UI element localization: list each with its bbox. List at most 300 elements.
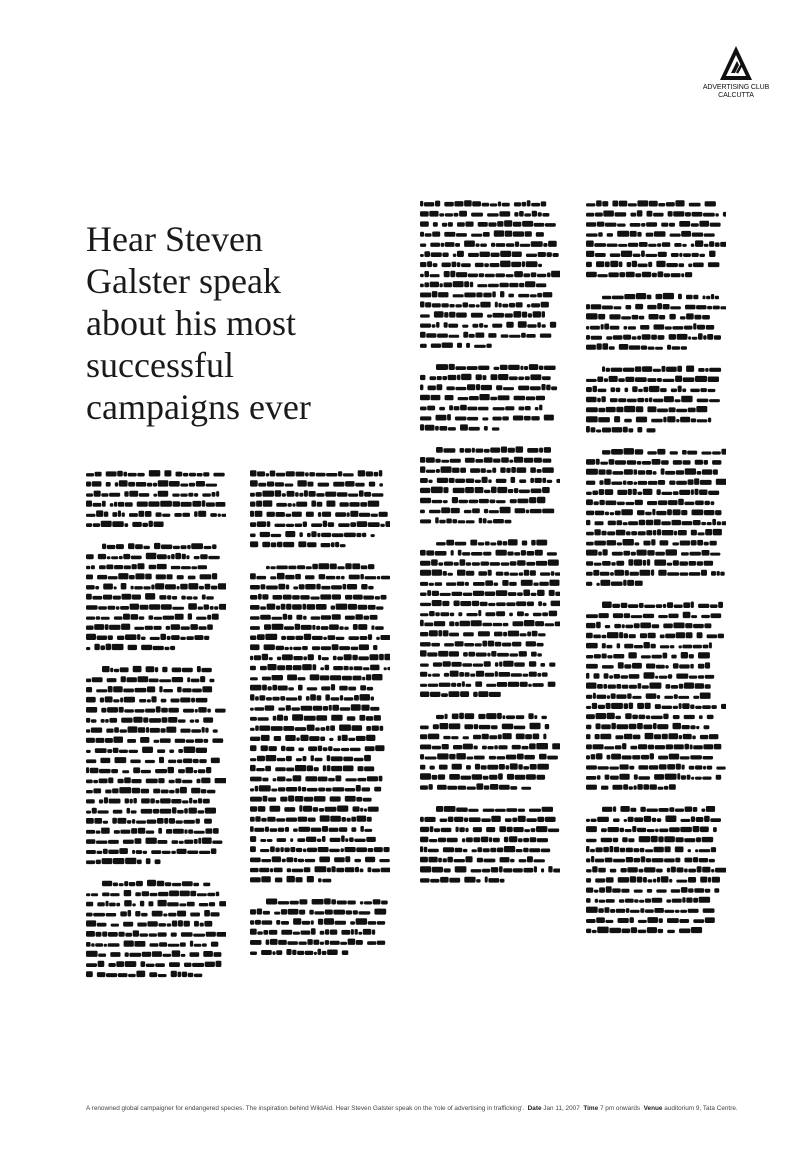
- animal-glyph: [120, 830, 130, 834]
- animal-glyph: [343, 473, 354, 476]
- animal-glyph: [694, 888, 704, 892]
- animal-glyph: [420, 466, 425, 473]
- animal-glyph: [667, 572, 679, 576]
- animal-glyph: [157, 749, 165, 753]
- animal-glyph: [280, 696, 285, 701]
- animal-glyph: [520, 366, 523, 370]
- animal-glyph: [100, 758, 110, 763]
- animal-glyph: [657, 818, 662, 822]
- animal-glyph: [286, 697, 298, 700]
- animal-glyph: [709, 859, 715, 863]
- animal-glyph: [385, 521, 390, 527]
- animal-glyph: [695, 501, 704, 506]
- animal-glyph: [449, 405, 453, 410]
- animal-glyph: [651, 644, 656, 649]
- animal-glyph: [129, 575, 135, 579]
- animal-glyph: [716, 775, 722, 780]
- animal-glyph: [286, 585, 289, 590]
- animal-glyph: [110, 893, 119, 896]
- animal-glyph: [146, 666, 155, 672]
- animal-glyph: [691, 927, 702, 933]
- animal-glyph: [670, 306, 681, 309]
- animal-glyph: [212, 544, 216, 549]
- animal-glyph: [449, 364, 455, 370]
- animal-glyph: [507, 774, 514, 780]
- animal-glyph: [427, 590, 431, 596]
- animal-glyph: [556, 479, 560, 483]
- animal-glyph: [491, 243, 495, 247]
- animal-glyph: [170, 646, 175, 650]
- animal-glyph: [181, 954, 186, 957]
- animal-glyph: [441, 507, 450, 513]
- animal-glyph: [428, 480, 432, 483]
- animal-glyph: [464, 293, 476, 298]
- animal-glyph: [307, 533, 311, 537]
- animal-glyph: [420, 846, 423, 852]
- animal-glyph: [161, 708, 168, 713]
- animal-glyph: [437, 785, 447, 790]
- animal-glyph: [294, 858, 297, 863]
- animal-glyph: [682, 725, 690, 729]
- animal-glyph: [681, 887, 688, 893]
- animal-glyph: [645, 849, 653, 852]
- animal-glyph: [466, 837, 473, 842]
- animal-glyph: [586, 655, 593, 659]
- animal-glyph: [262, 778, 268, 782]
- animal-glyph: [183, 709, 194, 713]
- animal-glyph: [699, 897, 711, 903]
- animal-glyph: [635, 500, 643, 505]
- animal-glyph: [471, 313, 483, 318]
- animal-glyph: [310, 597, 319, 600]
- animal-glyph: [210, 513, 217, 517]
- animal-glyph: [691, 418, 696, 422]
- animal-glyph: [108, 850, 119, 854]
- animal-glyph: [430, 376, 437, 380]
- animal-glyph: [169, 780, 175, 784]
- animal-glyph: [117, 636, 124, 640]
- animal-glyph: [193, 596, 198, 599]
- animal-glyph: [120, 698, 123, 703]
- animal-glyph: [206, 596, 214, 599]
- headline-line-5: campaigns ever: [86, 387, 311, 427]
- animal-glyph: [483, 809, 495, 812]
- animal-glyph: [699, 849, 711, 852]
- animal-glyph: [203, 951, 213, 957]
- animal-glyph: [472, 601, 479, 606]
- animal-glyph: [124, 777, 131, 783]
- animal-glyph: [420, 424, 424, 430]
- animal-glyph: [250, 541, 258, 547]
- animal-glyph: [86, 767, 89, 773]
- animal-glyph: [518, 809, 525, 812]
- animal-glyph: [602, 602, 612, 609]
- animal-glyph: [359, 490, 364, 496]
- animal-glyph: [194, 511, 198, 517]
- animal-glyph: [677, 867, 684, 872]
- animal-glyph: [305, 575, 315, 579]
- animal-glyph: [483, 375, 487, 380]
- animal-glyph: [454, 406, 460, 410]
- animal-glyph: [340, 544, 346, 547]
- animal-glyph: [339, 725, 351, 731]
- animal-glyph: [146, 964, 155, 967]
- animal-glyph: [665, 634, 675, 639]
- animal-glyph: [171, 624, 180, 630]
- animal-glyph: [165, 584, 176, 589]
- animal-glyph: [660, 645, 669, 648]
- animal-glyph: [526, 334, 535, 338]
- animal-glyph: [366, 837, 376, 842]
- animal-glyph: [501, 562, 510, 565]
- animal-glyph: [250, 826, 254, 832]
- animal-glyph: [198, 707, 206, 713]
- animal-glyph: [650, 753, 654, 759]
- animal-glyph: [333, 656, 337, 660]
- animal-glyph: [523, 590, 530, 597]
- animal-glyph: [330, 816, 341, 822]
- animal-glyph: [689, 572, 701, 576]
- animal-glyph: [431, 252, 442, 257]
- animal-glyph: [547, 756, 558, 760]
- animal-glyph: [118, 779, 124, 784]
- animal-glyph: [690, 725, 695, 729]
- animal-glyph: [632, 826, 636, 832]
- animal-glyph: [270, 828, 278, 832]
- animal-glyph: [586, 379, 597, 382]
- animal-glyph: [586, 919, 596, 923]
- animal-glyph: [666, 549, 678, 555]
- animal-glyph: [325, 665, 330, 671]
- animal-glyph: [449, 335, 460, 338]
- animal-glyph: [106, 482, 111, 487]
- animal-glyph: [287, 491, 295, 497]
- animal-glyph: [260, 666, 267, 670]
- animal-glyph: [120, 667, 129, 672]
- animal-glyph: [375, 745, 384, 751]
- animal-glyph: [118, 973, 128, 977]
- animal-glyph: [283, 726, 294, 731]
- animal-glyph: [647, 550, 654, 556]
- animal-glyph: [516, 715, 525, 719]
- animal-glyph: [121, 676, 126, 682]
- animal-glyph: [283, 614, 287, 620]
- animal-glyph: [198, 838, 201, 844]
- animal-glyph: [358, 656, 369, 660]
- animal-glyph: [656, 604, 662, 608]
- animal-glyph: [189, 483, 195, 487]
- animal-glyph: [194, 635, 203, 640]
- animal-glyph: [420, 488, 430, 493]
- animal-glyph: [502, 416, 509, 420]
- animal-glyph: [293, 586, 298, 589]
- animal-glyph: [345, 838, 348, 842]
- animal-glyph: [483, 848, 490, 852]
- animal-glyph: [198, 511, 206, 517]
- animal-glyph: [332, 614, 341, 620]
- animal-glyph: [438, 292, 448, 297]
- animal-glyph: [194, 839, 198, 844]
- animal-glyph: [664, 396, 674, 402]
- animal-glyph: [435, 517, 439, 523]
- animal-glyph: [525, 231, 532, 237]
- animal-glyph: [374, 472, 379, 477]
- animal-glyph: [250, 470, 257, 476]
- animal-glyph: [705, 889, 711, 893]
- animal-glyph: [513, 222, 522, 227]
- animal-glyph: [495, 662, 499, 666]
- animal-glyph: [638, 765, 648, 769]
- animal-glyph: [475, 764, 480, 770]
- animal-glyph: [511, 477, 516, 483]
- animal-glyph: [503, 623, 509, 626]
- animal-glyph: [172, 883, 181, 886]
- animal-glyph: [93, 913, 105, 917]
- animal-glyph: [473, 837, 480, 842]
- animal-glyph: [149, 615, 154, 619]
- animal-glyph: [317, 839, 322, 842]
- animal-glyph: [202, 500, 206, 506]
- animal-glyph: [272, 697, 279, 701]
- animal-glyph: [443, 571, 447, 576]
- animal-glyph: [468, 253, 479, 257]
- animal-glyph: [307, 765, 313, 771]
- animal-glyph: [297, 480, 306, 486]
- animal-glyph: [184, 829, 187, 833]
- animal-glyph: [689, 203, 701, 207]
- animal-glyph: [457, 251, 464, 257]
- animal-glyph: [542, 467, 554, 473]
- animal-glyph: [207, 709, 211, 713]
- animal-glyph: [517, 754, 524, 760]
- animal-glyph: [86, 860, 95, 864]
- animal-glyph: [586, 511, 594, 516]
- animal-glyph: [330, 564, 337, 570]
- animal-glyph: [586, 819, 590, 822]
- animal-glyph: [591, 754, 596, 759]
- animal-glyph: [522, 541, 527, 546]
- animal-glyph: [350, 748, 361, 751]
- animal-glyph: [181, 502, 192, 507]
- animal-glyph: [262, 594, 268, 599]
- animal-glyph: [428, 674, 432, 677]
- animal-glyph: [646, 470, 652, 475]
- animal-glyph: [262, 654, 268, 660]
- animal-glyph: [492, 468, 496, 473]
- animal-glyph: [714, 744, 722, 750]
- animal-glyph: [145, 511, 152, 517]
- animal-glyph: [476, 449, 484, 453]
- animal-glyph: [330, 675, 341, 680]
- animal-glyph: [434, 621, 445, 626]
- time-value: 7 pm onwards: [599, 1105, 641, 1112]
- animal-glyph: [478, 542, 484, 545]
- animal-glyph: [638, 920, 647, 923]
- animal-glyph: [102, 881, 112, 887]
- animal-glyph: [133, 666, 142, 672]
- animal-glyph: [348, 604, 357, 610]
- animal-glyph: [595, 213, 603, 217]
- animal-glyph: [314, 796, 326, 802]
- animal-glyph: [162, 717, 168, 723]
- animal-glyph: [207, 615, 211, 620]
- animal-glyph: [373, 899, 381, 904]
- animal-glyph: [519, 651, 527, 657]
- animal-glyph: [607, 531, 615, 535]
- animal-glyph: [298, 786, 301, 791]
- animal-glyph: [482, 746, 487, 750]
- animal-glyph: [490, 397, 497, 401]
- animal-glyph: [95, 748, 107, 753]
- animal-glyph: [159, 595, 166, 600]
- animal-glyph: [344, 533, 356, 538]
- animal-glyph: [717, 571, 720, 576]
- animal-glyph: [176, 820, 183, 823]
- animal-glyph: [306, 512, 314, 517]
- animal-glyph: [533, 734, 540, 740]
- animal-glyph: [286, 787, 297, 792]
- animal-glyph: [631, 927, 637, 933]
- animal-glyph: [446, 519, 452, 524]
- animal-glyph: [655, 552, 665, 556]
- animal-glyph: [513, 868, 523, 872]
- animal-glyph: [438, 630, 442, 636]
- animal-glyph: [623, 580, 626, 586]
- animal-glyph: [473, 591, 484, 596]
- animal-glyph: [711, 294, 714, 299]
- animal-glyph: [679, 645, 682, 648]
- animal-glyph: [490, 784, 498, 790]
- animal-glyph: [529, 848, 540, 852]
- animal-glyph: [146, 727, 149, 733]
- animal-glyph: [160, 738, 171, 743]
- animal-glyph: [305, 776, 317, 781]
- animal-glyph: [257, 521, 266, 527]
- animal-glyph: [193, 883, 199, 886]
- animal-glyph: [596, 753, 603, 759]
- animal-glyph: [106, 644, 112, 651]
- animal-glyph: [479, 323, 483, 328]
- animal-glyph: [641, 755, 649, 760]
- animal-glyph: [420, 293, 431, 298]
- animal-glyph: [134, 586, 143, 589]
- animal-glyph: [640, 325, 649, 330]
- animal-glyph: [91, 565, 95, 569]
- animal-glyph: [443, 847, 454, 852]
- animal-glyph: [522, 746, 529, 750]
- animal-glyph: [374, 787, 381, 792]
- animal-glyph: [286, 705, 291, 711]
- animal-glyph: [149, 565, 157, 570]
- animal-glyph: [171, 554, 175, 559]
- animal-glyph: [450, 459, 461, 463]
- animal-glyph: [640, 807, 645, 812]
- animal-glyph: [605, 223, 617, 227]
- animal-glyph: [142, 891, 150, 896]
- animal-glyph: [672, 346, 680, 350]
- animal-glyph: [150, 798, 155, 803]
- animal-glyph: [586, 233, 598, 236]
- animal-glyph: [526, 510, 530, 514]
- animal-glyph: [172, 921, 178, 927]
- animal-glyph: [420, 593, 427, 597]
- animal-glyph: [250, 708, 254, 711]
- animal-glyph: [594, 501, 599, 505]
- animal-glyph: [420, 274, 424, 277]
- animal-glyph: [158, 480, 169, 486]
- animal-glyph: [438, 858, 442, 863]
- animal-glyph: [492, 291, 496, 297]
- animal-glyph: [490, 500, 496, 504]
- animal-glyph: [621, 603, 628, 608]
- animal-glyph: [275, 878, 283, 883]
- animal-glyph: [278, 787, 286, 791]
- animal-glyph: [284, 716, 288, 721]
- animal-glyph: [265, 634, 277, 640]
- animal-glyph: [97, 923, 107, 927]
- animal-glyph: [483, 552, 491, 556]
- animal-glyph: [659, 918, 663, 923]
- animal-glyph: [670, 234, 681, 237]
- animal-glyph: [250, 677, 258, 680]
- animal-glyph: [669, 223, 675, 227]
- animal-glyph: [617, 224, 626, 227]
- animal-glyph: [420, 745, 431, 750]
- animal-glyph: [679, 735, 682, 739]
- animal-glyph: [207, 624, 213, 630]
- animal-glyph: [659, 764, 667, 769]
- animal-glyph: [478, 691, 488, 697]
- animal-glyph: [648, 745, 654, 750]
- animal-glyph: [599, 469, 606, 474]
- animal-glyph: [442, 343, 453, 348]
- animal-glyph: [285, 575, 294, 580]
- animal-glyph: [499, 764, 505, 770]
- animal-glyph: [145, 626, 153, 630]
- animal-glyph: [604, 479, 611, 485]
- animal-glyph: [179, 903, 186, 906]
- animal-glyph: [606, 368, 610, 372]
- animal-glyph: [367, 687, 373, 691]
- animal-glyph: [505, 313, 513, 317]
- animal-glyph: [462, 838, 466, 842]
- animal-glyph: [690, 389, 700, 393]
- animal-glyph: [113, 686, 123, 692]
- animal-glyph: [665, 471, 675, 475]
- animal-glyph: [191, 788, 200, 794]
- animal-glyph: [256, 501, 262, 507]
- animal-glyph: [420, 664, 429, 667]
- animal-silhouette-glyphs: [420, 200, 560, 899]
- animal-glyph: [541, 849, 550, 853]
- animal-glyph: [545, 623, 555, 626]
- animal-glyph: [448, 222, 453, 227]
- animal-glyph: [445, 395, 454, 400]
- animal-glyph: [347, 512, 350, 517]
- animal-glyph: [684, 838, 695, 842]
- animal-glyph: [709, 399, 720, 402]
- animal-glyph: [586, 251, 594, 257]
- animal-glyph: [449, 723, 460, 729]
- footer-intro: A renowned global campaigner for endangered species. The inspiration behind WildAid. Hear Steven Galster speak on the 'role of advertising in trafficking'.: [86, 1105, 525, 1112]
- animal-glyph: [615, 745, 622, 749]
- animal-glyph: [509, 613, 513, 617]
- animal-glyph: [95, 586, 99, 590]
- animal-glyph: [586, 714, 595, 719]
- animal-glyph: [281, 636, 286, 640]
- animal-glyph: [673, 491, 679, 495]
- animal-glyph: [152, 951, 162, 957]
